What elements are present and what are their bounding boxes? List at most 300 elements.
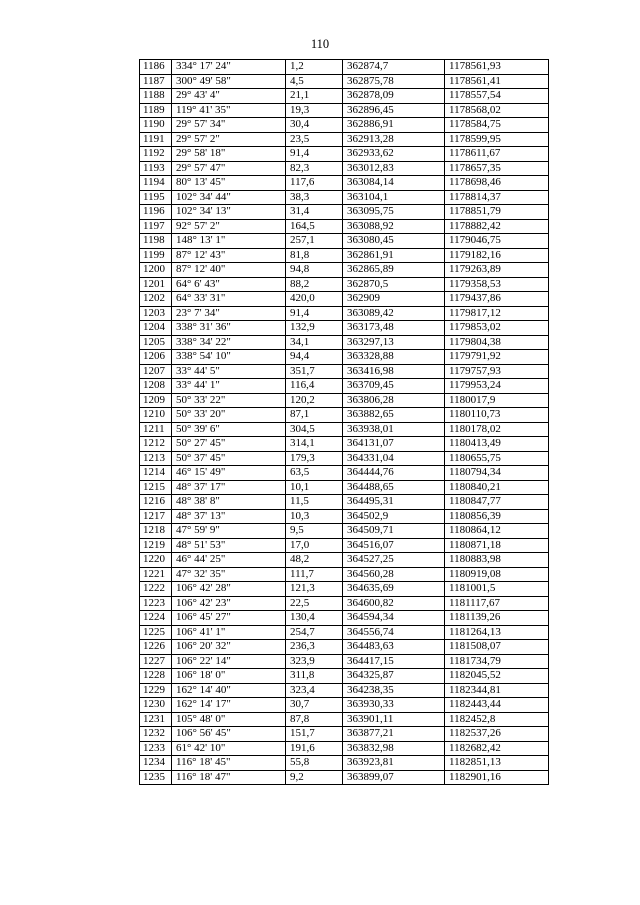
y-coordinate-cell: 1179263,89 [445, 263, 549, 278]
length-cell: 314,1 [286, 437, 343, 452]
y-coordinate-cell: 1180794,34 [445, 466, 549, 481]
table-row [140, 770, 549, 785]
table-row [140, 118, 549, 133]
point-number-cell: 1212 [140, 437, 172, 452]
table-row [140, 277, 549, 292]
bearing-cell: 47° 32' 35" [172, 567, 286, 582]
point-number-cell: 1219 [140, 538, 172, 553]
table-row [140, 364, 549, 379]
length-cell: 9,2 [286, 770, 343, 785]
length-cell: 323,4 [286, 683, 343, 698]
table-row [140, 205, 549, 220]
table-row [140, 538, 549, 553]
bearing-cell: 46° 15' 49" [172, 466, 286, 481]
bearing-cell: 106° 18' 0" [172, 669, 286, 684]
x-coordinate-cell: 363080,45 [343, 234, 445, 249]
y-coordinate-cell: 1181139,26 [445, 611, 549, 626]
y-coordinate-cell: 1178561,93 [445, 60, 549, 75]
bearing-cell: 106° 45' 27" [172, 611, 286, 626]
point-number-cell: 1231 [140, 712, 172, 727]
table-row [140, 132, 549, 147]
point-number-cell: 1195 [140, 190, 172, 205]
point-number-cell: 1204 [140, 321, 172, 336]
table-row [140, 408, 549, 423]
y-coordinate-cell: 1180871,18 [445, 538, 549, 553]
bearing-cell: 50° 33' 22" [172, 393, 286, 408]
table-row [140, 741, 549, 756]
length-cell: 130,4 [286, 611, 343, 626]
x-coordinate-cell: 362896,45 [343, 103, 445, 118]
y-coordinate-cell: 1179817,12 [445, 306, 549, 321]
point-number-cell: 1229 [140, 683, 172, 698]
table-row [140, 466, 549, 481]
y-coordinate-cell: 1179791,92 [445, 350, 549, 365]
length-cell: 132,9 [286, 321, 343, 336]
point-number-cell: 1191 [140, 132, 172, 147]
table-row [140, 306, 549, 321]
length-cell: 94,4 [286, 350, 343, 365]
bearing-cell: 48° 38' 8" [172, 495, 286, 510]
y-coordinate-cell: 1180883,98 [445, 553, 549, 568]
bearing-cell: 106° 41' 1" [172, 625, 286, 640]
x-coordinate-cell: 364509,71 [343, 524, 445, 539]
y-coordinate-cell: 1179804,38 [445, 335, 549, 350]
table-row [140, 654, 549, 669]
bearing-cell: 48° 37' 17" [172, 480, 286, 495]
y-coordinate-cell: 1178599,95 [445, 132, 549, 147]
bearing-cell: 23° 7' 34" [172, 306, 286, 321]
bearing-cell: 29° 57' 2" [172, 132, 286, 147]
table-row [140, 176, 549, 191]
point-number-cell: 1196 [140, 205, 172, 220]
length-cell: 257,1 [286, 234, 343, 249]
length-cell: 351,7 [286, 364, 343, 379]
point-number-cell: 1232 [140, 727, 172, 742]
table-row [140, 683, 549, 698]
point-number-cell: 1186 [140, 60, 172, 75]
x-coordinate-cell: 363882,65 [343, 408, 445, 423]
point-number-cell: 1224 [140, 611, 172, 626]
point-number-cell: 1215 [140, 480, 172, 495]
point-number-cell: 1213 [140, 451, 172, 466]
length-cell: 254,7 [286, 625, 343, 640]
x-coordinate-cell: 362913,28 [343, 132, 445, 147]
y-coordinate-cell: 1179358,53 [445, 277, 549, 292]
point-number-cell: 1218 [140, 524, 172, 539]
length-cell: 82,3 [286, 161, 343, 176]
point-number-cell: 1226 [140, 640, 172, 655]
length-cell: 19,3 [286, 103, 343, 118]
y-coordinate-cell: 1178882,42 [445, 219, 549, 234]
point-number-cell: 1220 [140, 553, 172, 568]
y-coordinate-cell: 1179953,24 [445, 379, 549, 394]
point-number-cell: 1221 [140, 567, 172, 582]
y-coordinate-cell: 1182537,26 [445, 727, 549, 742]
y-coordinate-cell: 1178557,54 [445, 89, 549, 104]
y-coordinate-cell: 1180919,08 [445, 567, 549, 582]
table-row [140, 451, 549, 466]
table-row [140, 234, 549, 249]
y-coordinate-cell: 1179046,75 [445, 234, 549, 249]
bearing-cell: 50° 27' 45" [172, 437, 286, 452]
x-coordinate-cell: 363012,83 [343, 161, 445, 176]
bearing-cell: 106° 42' 23" [172, 596, 286, 611]
length-cell: 94,8 [286, 263, 343, 278]
point-number-cell: 1201 [140, 277, 172, 292]
table-row [140, 248, 549, 263]
point-number-cell: 1233 [140, 741, 172, 756]
x-coordinate-cell: 362933,62 [343, 147, 445, 162]
length-cell: 164,5 [286, 219, 343, 234]
table-row [140, 669, 549, 684]
point-number-cell: 1223 [140, 596, 172, 611]
length-cell: 10,3 [286, 509, 343, 524]
x-coordinate-cell: 363328,88 [343, 350, 445, 365]
bearing-cell: 87° 12' 40" [172, 263, 286, 278]
x-coordinate-cell: 364635,69 [343, 582, 445, 597]
x-coordinate-cell: 362865,89 [343, 263, 445, 278]
point-number-cell: 1190 [140, 118, 172, 133]
y-coordinate-cell: 1179437,86 [445, 292, 549, 307]
bearing-cell: 33° 44' 5" [172, 364, 286, 379]
y-coordinate-cell: 1178561,41 [445, 74, 549, 89]
point-number-cell: 1200 [140, 263, 172, 278]
y-coordinate-cell: 1180110,73 [445, 408, 549, 423]
x-coordinate-cell: 363877,21 [343, 727, 445, 742]
x-coordinate-cell: 363089,42 [343, 306, 445, 321]
bearing-cell: 50° 39' 6" [172, 422, 286, 437]
point-number-cell: 1202 [140, 292, 172, 307]
y-coordinate-cell: 1180413,49 [445, 437, 549, 452]
y-coordinate-cell: 1178584,75 [445, 118, 549, 133]
bearing-cell: 50° 37' 45" [172, 451, 286, 466]
bearing-cell: 148° 13' 1" [172, 234, 286, 249]
point-number-cell: 1214 [140, 466, 172, 481]
x-coordinate-cell: 364417,15 [343, 654, 445, 669]
table-row [140, 480, 549, 495]
bearing-cell: 87° 12' 43" [172, 248, 286, 263]
table-row [140, 582, 549, 597]
y-coordinate-cell: 1178814,37 [445, 190, 549, 205]
y-coordinate-cell: 1182901,16 [445, 770, 549, 785]
table-row [140, 553, 549, 568]
point-number-cell: 1209 [140, 393, 172, 408]
x-coordinate-cell: 364560,28 [343, 567, 445, 582]
point-number-cell: 1227 [140, 654, 172, 669]
x-coordinate-cell: 363930,33 [343, 698, 445, 713]
table-row [140, 437, 549, 452]
x-coordinate-cell: 364325,87 [343, 669, 445, 684]
length-cell: 30,7 [286, 698, 343, 713]
table-row [140, 147, 549, 162]
x-coordinate-cell: 363832,98 [343, 741, 445, 756]
table-row [140, 524, 549, 539]
y-coordinate-cell: 1179853,02 [445, 321, 549, 336]
bearing-cell: 334° 17' 24" [172, 60, 286, 75]
bearing-cell: 338° 34' 22" [172, 335, 286, 350]
length-cell: 1,2 [286, 60, 343, 75]
table-row [140, 89, 549, 104]
x-coordinate-cell: 362886,91 [343, 118, 445, 133]
point-number-cell: 1228 [140, 669, 172, 684]
bearing-cell: 29° 57' 34" [172, 118, 286, 133]
length-cell: 10,1 [286, 480, 343, 495]
length-cell: 34,1 [286, 335, 343, 350]
bearing-cell: 48° 37' 13" [172, 509, 286, 524]
table-row [140, 393, 549, 408]
y-coordinate-cell: 1179182,16 [445, 248, 549, 263]
length-cell: 31,4 [286, 205, 343, 220]
length-cell: 91,4 [286, 147, 343, 162]
x-coordinate-cell: 364331,04 [343, 451, 445, 466]
x-coordinate-cell: 363173,48 [343, 321, 445, 336]
y-coordinate-cell: 1181001,5 [445, 582, 549, 597]
length-cell: 38,3 [286, 190, 343, 205]
table-row [140, 190, 549, 205]
y-coordinate-cell: 1180847,77 [445, 495, 549, 510]
bearing-cell: 106° 22' 14" [172, 654, 286, 669]
coordinates-table [139, 59, 549, 785]
point-number-cell: 1198 [140, 234, 172, 249]
x-coordinate-cell: 362874,7 [343, 60, 445, 75]
y-coordinate-cell: 1180655,75 [445, 451, 549, 466]
length-cell: 236,3 [286, 640, 343, 655]
x-coordinate-cell: 364516,07 [343, 538, 445, 553]
bearing-cell: 48° 51' 53" [172, 538, 286, 553]
y-coordinate-cell: 1181264,13 [445, 625, 549, 640]
y-coordinate-cell: 1181508,07 [445, 640, 549, 655]
x-coordinate-cell: 362909 [343, 292, 445, 307]
point-number-cell: 1217 [140, 509, 172, 524]
point-number-cell: 1222 [140, 582, 172, 597]
x-coordinate-cell: 364495,31 [343, 495, 445, 510]
point-number-cell: 1194 [140, 176, 172, 191]
bearing-cell: 50° 33' 20" [172, 408, 286, 423]
bearing-cell: 106° 20' 32" [172, 640, 286, 655]
x-coordinate-cell: 364600,82 [343, 596, 445, 611]
table-row [140, 756, 549, 771]
y-coordinate-cell: 1180840,21 [445, 480, 549, 495]
bearing-cell: 106° 42' 28" [172, 582, 286, 597]
table-row [140, 219, 549, 234]
x-coordinate-cell: 363095,75 [343, 205, 445, 220]
page-number: 110 [310, 37, 330, 51]
length-cell: 81,8 [286, 248, 343, 263]
x-coordinate-cell: 362878,09 [343, 89, 445, 104]
x-coordinate-cell: 364238,35 [343, 683, 445, 698]
table-row [140, 161, 549, 176]
point-number-cell: 1192 [140, 147, 172, 162]
table-row [140, 698, 549, 713]
bearing-cell: 105° 48' 0" [172, 712, 286, 727]
y-coordinate-cell: 1178698,46 [445, 176, 549, 191]
bearing-cell: 102° 34' 44" [172, 190, 286, 205]
x-coordinate-cell: 363104,1 [343, 190, 445, 205]
point-number-cell: 1187 [140, 74, 172, 89]
table-row [140, 596, 549, 611]
bearing-cell: 300° 49' 58" [172, 74, 286, 89]
point-number-cell: 1216 [140, 495, 172, 510]
point-number-cell: 1230 [140, 698, 172, 713]
x-coordinate-cell: 364527,25 [343, 553, 445, 568]
y-coordinate-cell: 1180017,9 [445, 393, 549, 408]
point-number-cell: 1193 [140, 161, 172, 176]
x-coordinate-cell: 362870,5 [343, 277, 445, 292]
length-cell: 4,5 [286, 74, 343, 89]
table-row [140, 727, 549, 742]
length-cell: 111,7 [286, 567, 343, 582]
length-cell: 191,6 [286, 741, 343, 756]
bearing-cell: 338° 54' 10" [172, 350, 286, 365]
x-coordinate-cell: 363709,45 [343, 379, 445, 394]
bearing-cell: 116° 18' 45" [172, 756, 286, 771]
y-coordinate-cell: 1178657,35 [445, 161, 549, 176]
length-cell: 87,8 [286, 712, 343, 727]
length-cell: 63,5 [286, 466, 343, 481]
point-number-cell: 1207 [140, 364, 172, 379]
x-coordinate-cell: 364131,07 [343, 437, 445, 452]
y-coordinate-cell: 1182682,42 [445, 741, 549, 756]
length-cell: 11,5 [286, 495, 343, 510]
length-cell: 87,1 [286, 408, 343, 423]
x-coordinate-cell: 363899,07 [343, 770, 445, 785]
bearing-cell: 47° 59' 9" [172, 524, 286, 539]
x-coordinate-cell: 363901,11 [343, 712, 445, 727]
x-coordinate-cell: 362861,91 [343, 248, 445, 263]
table-body [140, 60, 549, 785]
table-row [140, 422, 549, 437]
table-row [140, 379, 549, 394]
y-coordinate-cell: 1178568,02 [445, 103, 549, 118]
x-coordinate-cell: 364502,9 [343, 509, 445, 524]
y-coordinate-cell: 1180856,39 [445, 509, 549, 524]
bearing-cell: 64° 6' 43" [172, 277, 286, 292]
length-cell: 120,2 [286, 393, 343, 408]
length-cell: 116,4 [286, 379, 343, 394]
bearing-cell: 106° 56' 45" [172, 727, 286, 742]
table-row [140, 103, 549, 118]
x-coordinate-cell: 363938,01 [343, 422, 445, 437]
table-row [140, 640, 549, 655]
length-cell: 21,1 [286, 89, 343, 104]
bearing-cell: 162° 14' 40" [172, 683, 286, 698]
length-cell: 22,5 [286, 596, 343, 611]
table-row [140, 611, 549, 626]
x-coordinate-cell: 363416,98 [343, 364, 445, 379]
length-cell: 151,7 [286, 727, 343, 742]
length-cell: 420,0 [286, 292, 343, 307]
y-coordinate-cell: 1182045,52 [445, 669, 549, 684]
length-cell: 23,5 [286, 132, 343, 147]
bearing-cell: 92° 57' 2" [172, 219, 286, 234]
length-cell: 179,3 [286, 451, 343, 466]
bearing-cell: 29° 57' 47" [172, 161, 286, 176]
point-number-cell: 1203 [140, 306, 172, 321]
y-coordinate-cell: 1180178,02 [445, 422, 549, 437]
point-number-cell: 1188 [140, 89, 172, 104]
length-cell: 117,6 [286, 176, 343, 191]
table-row [140, 509, 549, 524]
length-cell: 121,3 [286, 582, 343, 597]
x-coordinate-cell: 364556,74 [343, 625, 445, 640]
bearing-cell: 162° 14' 17" [172, 698, 286, 713]
x-coordinate-cell: 363088,92 [343, 219, 445, 234]
length-cell: 48,2 [286, 553, 343, 568]
length-cell: 91,4 [286, 306, 343, 321]
point-number-cell: 1206 [140, 350, 172, 365]
bearing-cell: 29° 58' 18" [172, 147, 286, 162]
x-coordinate-cell: 363297,13 [343, 335, 445, 350]
point-number-cell: 1235 [140, 770, 172, 785]
table-row [140, 712, 549, 727]
table-row [140, 335, 549, 350]
x-coordinate-cell: 364483,63 [343, 640, 445, 655]
table-row [140, 74, 549, 89]
length-cell: 9,5 [286, 524, 343, 539]
x-coordinate-cell: 362875,78 [343, 74, 445, 89]
bearing-cell: 102° 34' 13" [172, 205, 286, 220]
y-coordinate-cell: 1182452,8 [445, 712, 549, 727]
x-coordinate-cell: 363923,81 [343, 756, 445, 771]
y-coordinate-cell: 1178611,67 [445, 147, 549, 162]
length-cell: 17,0 [286, 538, 343, 553]
bearing-cell: 46° 44' 25" [172, 553, 286, 568]
length-cell: 323,9 [286, 654, 343, 669]
bearing-cell: 29° 43' 4" [172, 89, 286, 104]
y-coordinate-cell: 1181734,79 [445, 654, 549, 669]
table-row [140, 567, 549, 582]
y-coordinate-cell: 1182443,44 [445, 698, 549, 713]
length-cell: 304,5 [286, 422, 343, 437]
length-cell: 55,8 [286, 756, 343, 771]
table-row [140, 495, 549, 510]
bearing-cell: 61° 42' 10" [172, 741, 286, 756]
bearing-cell: 80° 13' 45" [172, 176, 286, 191]
y-coordinate-cell: 1180864,12 [445, 524, 549, 539]
point-number-cell: 1225 [140, 625, 172, 640]
y-coordinate-cell: 1178851,79 [445, 205, 549, 220]
bearing-cell: 116° 18' 47" [172, 770, 286, 785]
table-row [140, 292, 549, 307]
bearing-cell: 64° 33' 31" [172, 292, 286, 307]
bearing-cell: 119° 41' 35" [172, 103, 286, 118]
x-coordinate-cell: 364488,65 [343, 480, 445, 495]
point-number-cell: 1211 [140, 422, 172, 437]
table-row [140, 625, 549, 640]
point-number-cell: 1208 [140, 379, 172, 394]
point-number-cell: 1189 [140, 103, 172, 118]
x-coordinate-cell: 363806,28 [343, 393, 445, 408]
table-row [140, 60, 549, 75]
bearing-cell: 338° 31' 36" [172, 321, 286, 336]
length-cell: 88,2 [286, 277, 343, 292]
length-cell: 311,8 [286, 669, 343, 684]
bearing-cell: 33° 44' 1" [172, 379, 286, 394]
point-number-cell: 1199 [140, 248, 172, 263]
x-coordinate-cell: 363084,14 [343, 176, 445, 191]
point-number-cell: 1210 [140, 408, 172, 423]
y-coordinate-cell: 1181117,67 [445, 596, 549, 611]
table-row [140, 321, 549, 336]
table-row [140, 263, 549, 278]
length-cell: 30,4 [286, 118, 343, 133]
point-number-cell: 1205 [140, 335, 172, 350]
point-number-cell: 1197 [140, 219, 172, 234]
y-coordinate-cell: 1182344,81 [445, 683, 549, 698]
x-coordinate-cell: 364444,76 [343, 466, 445, 481]
x-coordinate-cell: 364594,34 [343, 611, 445, 626]
table-row [140, 350, 549, 365]
